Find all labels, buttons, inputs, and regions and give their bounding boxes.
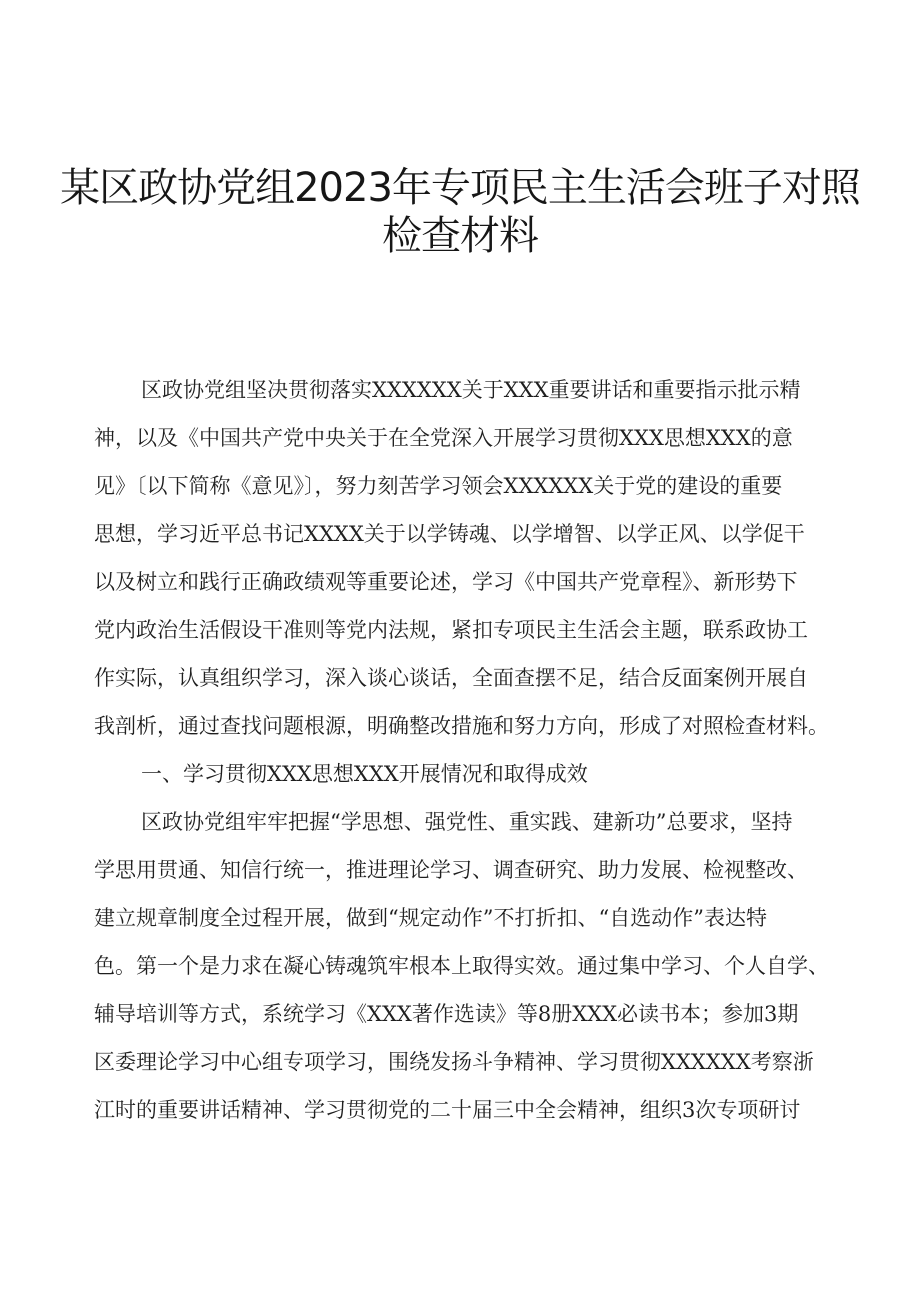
paragraph-1-line-4: 思想，学习近平总书记XXXX关于以学铸魂、以学增智、以学正风、以学促干 [94, 522, 805, 546]
paragraph-1-line-7: 作实际，认真组织学习，深入谈心谈话，全面查摆不足，结合反面案例开展自 [94, 666, 808, 690]
paragraph-2-line-5: 辅导培训等方式，系统学习《XXX著作选读》等8册XXX必读书本；参加3期 [94, 1002, 799, 1026]
section-1-heading: 一、学习贯彻XXX思想XXX开展情况和取得成效 [141, 762, 588, 786]
paragraph-1-line-8: 我剖析，通过查找问题根源，明确整改措施和努力方向，形成了对照检查材料。 [94, 714, 829, 738]
document-title-line-1: 某区政协党组2023年专项民主生活会班子对照 [60, 165, 860, 211]
paragraph-1-line-6: 党内政治生活假设干准则等党内法规，紧扣专项民主生活会主题，联系政协工 [94, 618, 808, 642]
paragraph-1-line-5: 以及树立和践行正确政绩观等重要论述，学习《中国共产党章程》、新形势下 [94, 570, 798, 594]
paragraph-2-line-2: 学思用贯通、知信行统一，推进理论学习、调查研究、助力发展、检视整改、 [94, 858, 808, 882]
paragraph-2-line-1: 区政协党组牢牢把握“学思想、强党性、重实践、建新功”总要求，坚持 [141, 810, 793, 834]
paragraph-1-line-2: 神，以及《中国共产党中央关于在全党深入开展学习贯彻XXX思想XXX的意 [94, 426, 793, 450]
paragraph-2-line-7: 江时的重要讲话精神、学习贯彻党的二十届三中全会精神，组织3次专项研讨 [94, 1098, 801, 1122]
paragraph-2-line-6: 区委理论学习中心组专项学习，围绕发扬斗争精神、学习贯彻XXXXXX考察浙 [94, 1050, 814, 1074]
document-title-line-2: 检查材料 [382, 213, 538, 259]
paragraph-2-line-3: 建立规章制度全过程开展，做到“规定动作”不打折扣、“自选动作”表达特 [94, 906, 767, 930]
paragraph-1-line-1: 区政协党组坚决贯彻落实XXXXXX关于XXX重要讲话和重要指示批示精 [141, 378, 801, 402]
paragraph-1-line-3: 见》〔以下简称《意见》〕，努力刻苦学习领会XXXXXX关于党的建设的重要 [94, 474, 783, 498]
paragraph-2-line-4: 色。第一个是力求在凝心铸魂筑牢根本上取得实效。通过集中学习、个人自学、 [94, 954, 829, 978]
